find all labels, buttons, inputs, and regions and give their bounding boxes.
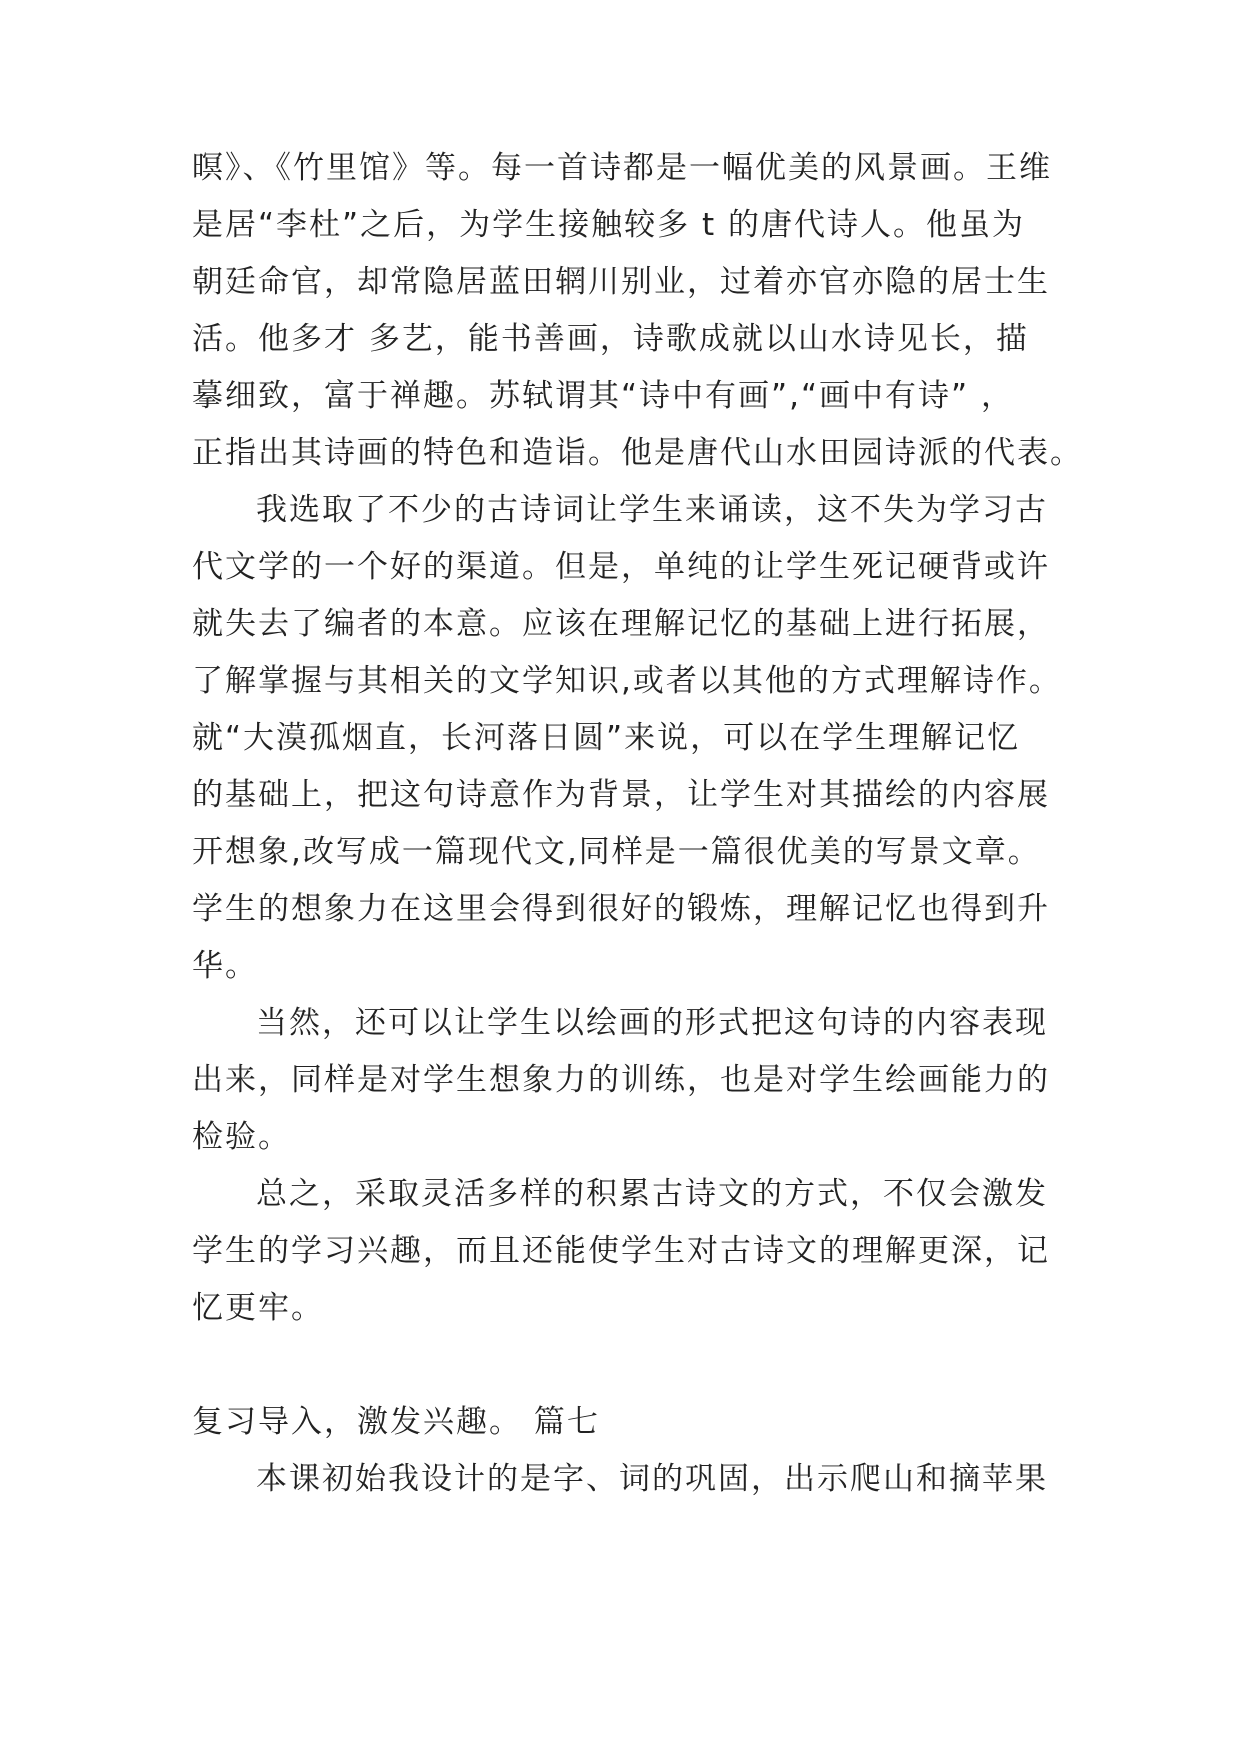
section-heading: 复习导入，激发兴趣。 篇七 (192, 1404, 600, 1440)
paragraph-first-line: 我选取了不少的古诗词让学生来诵读，这不失为学习古 (256, 492, 1048, 528)
text-line: 的基础上，把这句诗意作为背景，让学生对其描绘的内容展 (192, 777, 1050, 813)
text-line: 开想象,改写成一篇现代文,同样是一篇很优美的写景文章。 (192, 834, 1041, 870)
text-line: 了解掌握与其相关的文学知识,或者以其他的方式理解诗作。 (192, 663, 1062, 699)
text-line: 学生的想象力在这里会得到很好的锻炼，理解记忆也得到升 (192, 891, 1050, 927)
paragraph-first-line: 本课初始我设计的是字、词的巩固，出示爬山和摘苹果 (256, 1461, 1048, 1497)
paragraph-first-line: 总之，采取灵活多样的积累古诗文的方式，不仅会激发 (256, 1176, 1048, 1212)
text-line: 暝》、《竹里馆》等。每一首诗都是一幅优美的风景画。王维 (192, 150, 1052, 186)
text-line: 检验。 (192, 1119, 291, 1155)
text-line: 忆更牢。 (192, 1290, 324, 1326)
text-line: 出来，同样是对学生想象力的训练，也是对学生绘画能力的 (192, 1062, 1050, 1098)
text-line: 朝廷命官，却常隐居蓝田辋川别业，过着亦官亦隐的居士生 (192, 264, 1050, 300)
text-line: 华。 (192, 948, 258, 984)
text-line: 正指出其诗画的特色和造诣。他是唐代山水田园诗派的代表。 (192, 435, 1083, 471)
text-line: 学生的学习兴趣，而且还能使学生对古诗文的理解更深，记 (192, 1233, 1050, 1269)
text-line: 活。他多才 多艺，能书善画，诗歌成就以山水诗见长，描 (192, 321, 1029, 357)
text-line: 是居“李杜”之后，为学生接触较多 t 的唐代诗人。他虽为 (192, 207, 1025, 243)
text-line: 代文学的一个好的渠道。但是，单纯的让学生死记硬背或许 (192, 549, 1050, 585)
paragraph-first-line: 当然，还可以让学生以绘画的形式把这句诗的内容表现 (256, 1005, 1048, 1041)
text-line: 摹细致，富于禅趣。苏轼谓其“诗中有画”,“画中有诗” ， (192, 378, 1014, 414)
text-line: 就“大漠孤烟直，长河落日圆”来说，可以在学生理解记忆 (192, 720, 1021, 756)
text-line: 就失去了编者的本意。应该在理解记忆的基础上进行拓展， (192, 606, 1050, 642)
